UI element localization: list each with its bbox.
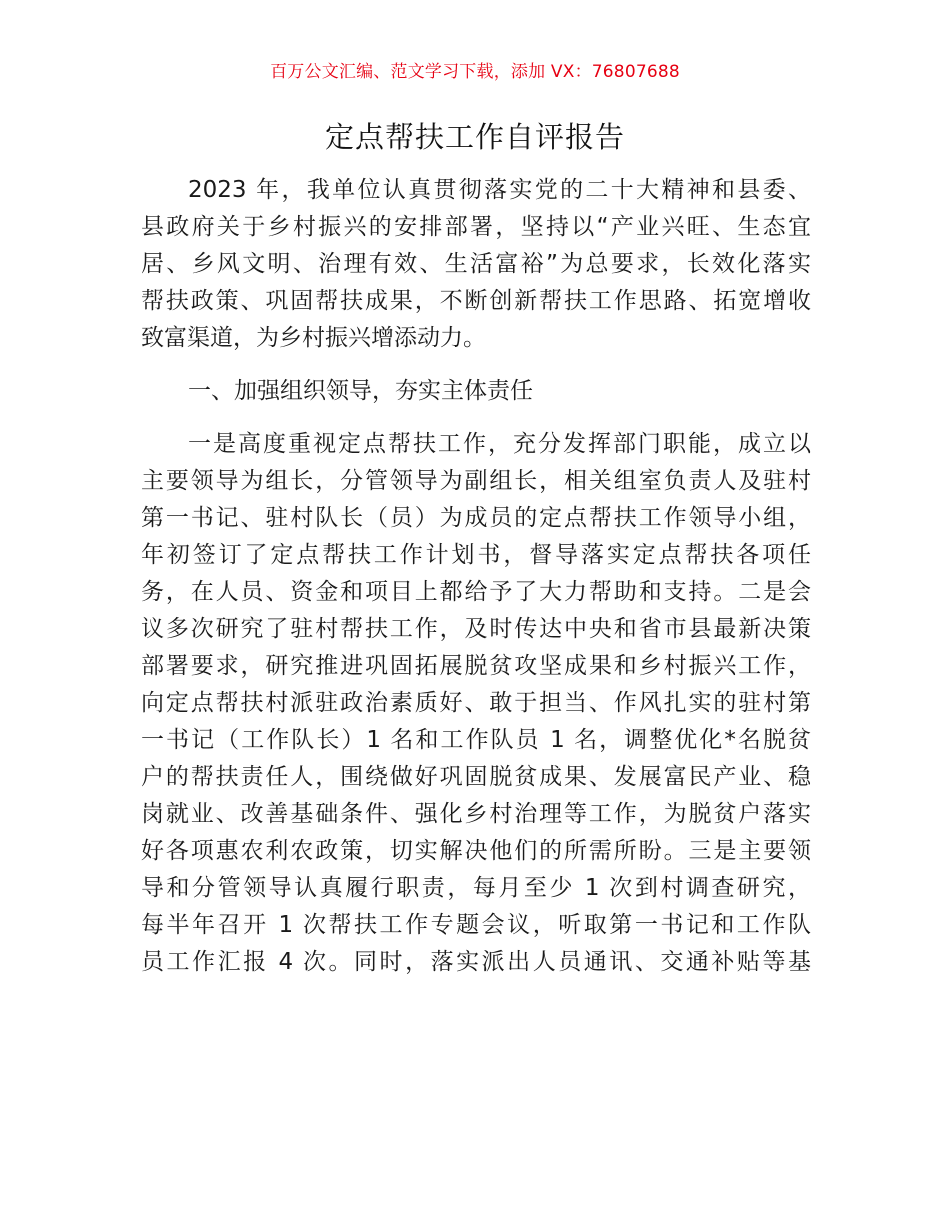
section-heading: 一、加强组织领导，夯实主体责任 <box>188 378 533 404</box>
text-line: 务，在人员、资金和项目上都给予了大力帮助和支持。二是会 <box>141 579 811 605</box>
text-line: 每半年召开 1 次帮扶工作专题会议，听取第一书记和工作队 <box>141 912 811 938</box>
text-line: 帮扶政策、巩固帮扶成果，不断创新帮扶工作思路、拓宽增收 <box>141 288 811 314</box>
text-line: 向定点帮扶村派驻政治素质好、敢于担当、作风扎实的驻村第 <box>141 690 811 716</box>
text-line: 好各项惠农利农政策，切实解决他们的所需所盼。三是主要领 <box>141 838 811 864</box>
document-body <box>141 172 811 981</box>
text-line: 主要领导为组长，分管领导为副组长，相关组室负责人及驻村 <box>141 468 811 494</box>
text-line: 一是高度重视定点帮扶工作，充分发挥部门职能，成立以 <box>188 431 811 457</box>
watermark-banner: 百万公文汇编、范文学习下载，添加 VX：76807688 <box>270 62 680 82</box>
text-line: 2023 年，我单位认真贯彻落实党的二十大精神和县委、 <box>188 177 811 203</box>
text-line: 一书记（工作队长）1 名和工作队员 1 名，调整优化*名脱贫 <box>141 727 811 753</box>
paragraph-section-1 <box>141 426 811 981</box>
paragraph-intro <box>141 172 811 357</box>
text-line: 县政府关于乡村振兴的安排部署，坚持以“产业兴旺、生态宜 <box>141 214 811 240</box>
text-line: 居、乡风文明、治理有效、生活富裕”为总要求，长效化落实 <box>141 251 811 277</box>
text-line: 员工作汇报 4 次。同时，落实派出人员通讯、交通补贴等基 <box>141 949 811 975</box>
text-line: 岗就业、改善基础条件、强化乡村治理等工作，为脱贫户落实 <box>141 801 811 827</box>
text-line: 议多次研究了驻村帮扶工作，及时传达中央和省市县最新决策 <box>141 616 811 642</box>
document-title: 定点帮扶工作自评报告 <box>324 120 625 154</box>
text-line: 第一书记、驻村队长（员）为成员的定点帮扶工作领导小组， <box>141 505 811 531</box>
text-line: 导和分管领导认真履行职责，每月至少 1 次到村调查研究， <box>141 875 811 901</box>
text-line: 致富渠道，为乡村振兴增添动力。 <box>141 325 486 351</box>
text-line: 户的帮扶责任人，围绕做好巩固脱贫成果、发展富民产业、稳 <box>141 764 811 790</box>
text-line: 年初签订了定点帮扶工作计划书，督导落实定点帮扶各项任 <box>141 542 811 568</box>
text-line: 部署要求，研究推进巩固拓展脱贫攻坚成果和乡村振兴工作， <box>141 653 811 679</box>
